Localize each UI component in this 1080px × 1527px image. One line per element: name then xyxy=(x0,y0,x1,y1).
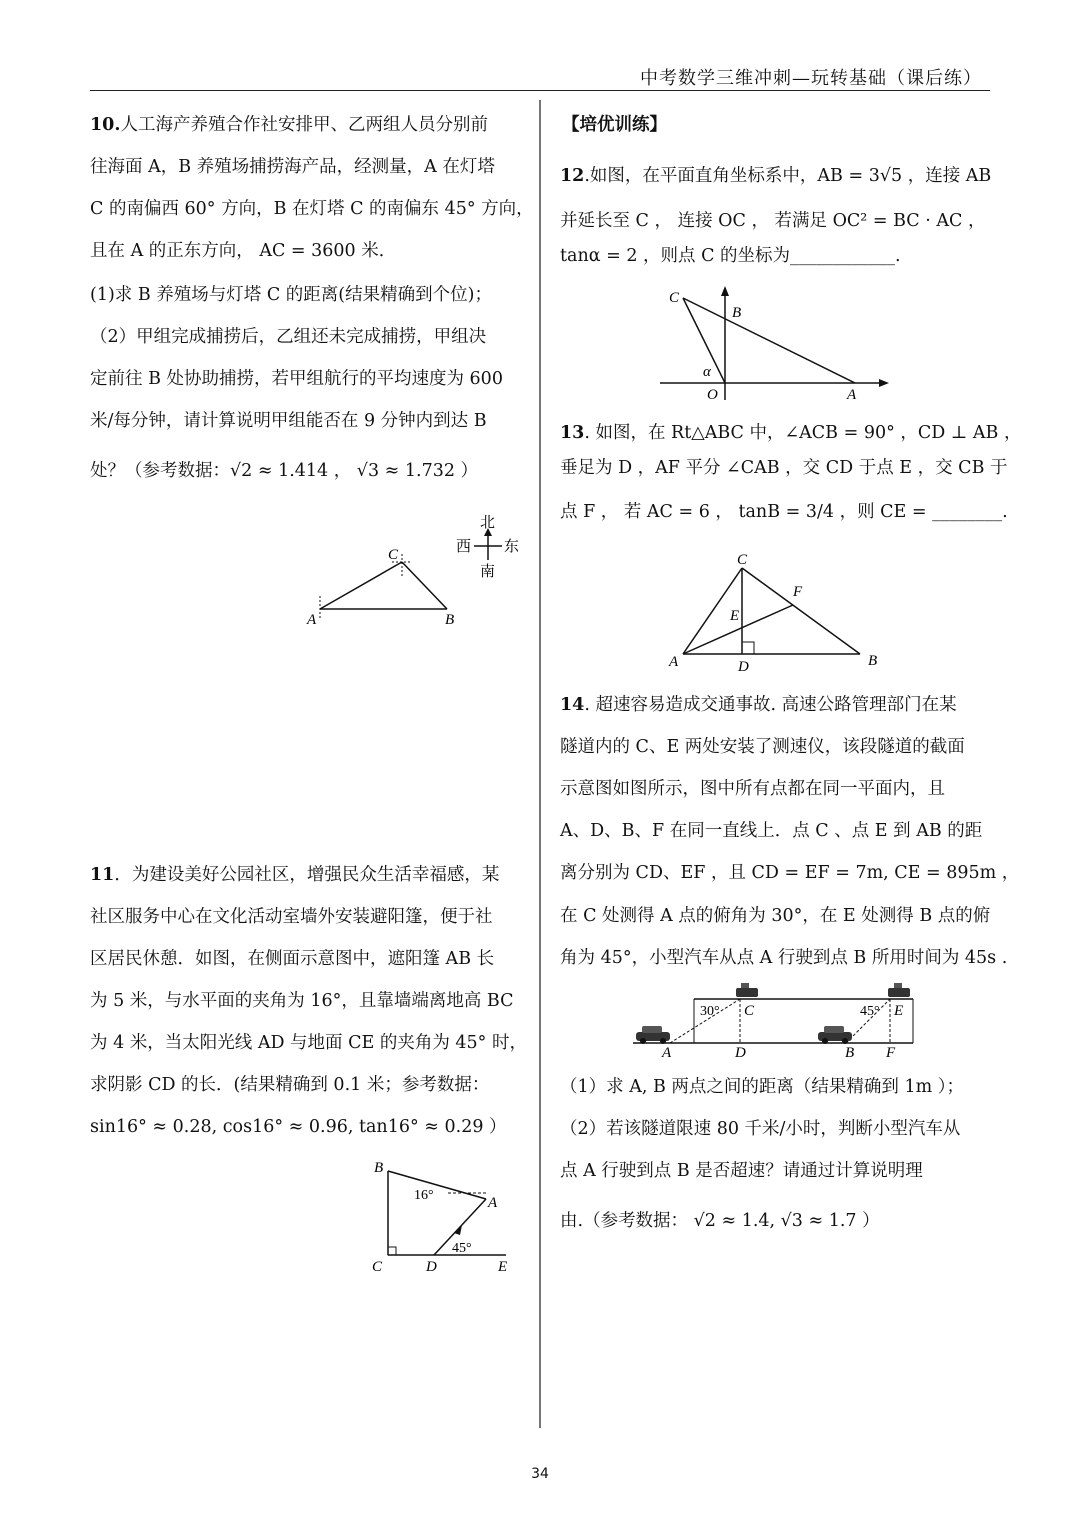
compass-north: 北 xyxy=(480,515,496,531)
section-title: 【培优训练】 xyxy=(562,115,667,135)
q13-figure xyxy=(665,548,890,676)
q10-figure xyxy=(300,510,530,635)
q14-line-9: （2）若该隧道限速 80 千米/小时，判断小型汽车从 xyxy=(560,1119,961,1139)
q13-line-2: 垂足为 D ，AF 平分 ∠CAB ，交 CD 于点 E ，交 CB 于 xyxy=(560,458,1008,478)
q12-label-C: C xyxy=(669,290,680,306)
column-divider xyxy=(539,100,541,1428)
q12-label-A: A xyxy=(847,387,857,403)
q14-line-5: 离分别为 CD、EF ，且 CD = EF = 7m, CE = 895m ， xyxy=(560,863,1020,883)
q11-angle-45: 45° xyxy=(452,1241,472,1256)
q11-figure xyxy=(368,1155,528,1280)
q14-label-F: F xyxy=(886,1045,896,1061)
q14-label-A: A xyxy=(662,1045,672,1061)
q13-label-A: A xyxy=(669,654,679,670)
q13-label-F: F xyxy=(793,584,803,600)
q14-line-11: 由.（参考数据： √2 ≈ 1.4, √3 ≈ 1.7 ） xyxy=(560,1211,880,1231)
camera-icon xyxy=(736,983,758,997)
q14-line-8: （1）求 A, B 两点之间的距离（结果精确到 1m ）； xyxy=(560,1077,964,1097)
q14-angle-30: 30° xyxy=(700,1004,720,1019)
q11-label-C: C xyxy=(372,1259,383,1275)
q14-label-D: D xyxy=(735,1045,746,1061)
q10-line-2: 往海面 A，B 养殖场捕捞海产品，经测量，A 在灯塔 xyxy=(90,157,495,177)
compass-west: 西 xyxy=(456,539,472,555)
x-axis-arrow-icon xyxy=(879,379,889,387)
q12-line-3: tanα = 2 ，则点 C 的坐标为____________. xyxy=(560,246,901,266)
q10-label-A: A xyxy=(307,612,317,628)
compass-east: 东 xyxy=(504,539,520,555)
q14-label-E: E xyxy=(894,1003,904,1019)
q12-label-alpha: α xyxy=(703,364,711,380)
q10-line-9: 处？（参考数据：√2 ≈ 1.414 ， √3 ≈ 1.732 ） xyxy=(90,461,479,481)
q14-line-2: 隧道内的 C、E 两处安装了测速仪，该段隧道的截面 xyxy=(560,737,965,757)
q13-line-1: 13. 如图，在 Rt△ABC 中，∠ACB = 90° ，CD ⊥ AB ， xyxy=(560,423,1022,443)
q11-line-3: 区居民休憩．如图，在侧面示意图中，遮阳篷 AB 长 xyxy=(90,949,495,969)
q14-line-1: 14. 超速容易造成交通事故. 高速公路管理部门在某 xyxy=(560,695,957,715)
q11-label-E: E xyxy=(498,1259,508,1275)
q14-angle-45: 45° xyxy=(860,1004,880,1019)
camera-icon xyxy=(888,983,910,997)
q11-label-A: A xyxy=(488,1195,498,1211)
q10-label-C: C xyxy=(388,547,399,563)
q10-line-7: 定前往 B 处协助捕捞，若甲组航行的平均速度为 600 xyxy=(90,369,503,389)
q11-label-D: D xyxy=(426,1259,437,1275)
q11-line-2: 社区服务中心在文化活动室墙外安装避阳篷，便于社 xyxy=(90,907,493,927)
page-header xyxy=(90,62,990,91)
q14-line-7: 角为 45°，小型汽车从点 A 行驶到点 B 所用时间为 45s . xyxy=(560,948,1008,968)
compass-south: 南 xyxy=(480,564,496,580)
q10-line-4: 且在 A 的正东方向， AC = 3600 米． xyxy=(90,241,397,261)
q12-figure xyxy=(655,282,900,404)
q12-label-B: B xyxy=(732,305,742,321)
q10-line-1: 10.人工海产养殖合作社安排甲、乙两组人员分别前 xyxy=(90,115,488,135)
q12-line-1: 12.如图，在平面直角坐标系中，AB = 3√5 ，连接 AB xyxy=(560,166,992,186)
q14-figure xyxy=(628,982,928,1060)
q11-label-B: B xyxy=(374,1160,384,1176)
q11-line-4: 为 5 米，与水平面的夹角为 16°，且靠墙端离地高 BC xyxy=(90,991,514,1011)
q10-line-6: （2）甲组完成捕捞后，乙组还未完成捕捞，甲组决 xyxy=(90,327,487,347)
q10-line-3: C 的南偏西 60° 方向，B 在灯塔 C 的南偏东 45° 方向， xyxy=(90,199,534,219)
q14-line-10: 点 A 行驶到点 B 是否超速？请通过计算说明理 xyxy=(560,1161,923,1181)
q13-label-E: E xyxy=(730,608,740,624)
q12-label-O: O xyxy=(707,387,718,403)
q14-line-6: 在 C 处测得 A 点的俯角为 30°，在 E 处测得 B 点的俯 xyxy=(560,906,991,926)
q10-line-5: (1)求 B 养殖场与灯塔 C 的距离(结果精确到个位)； xyxy=(90,285,492,305)
q14-label-C: C xyxy=(744,1003,755,1019)
q13-label-C: C xyxy=(737,552,748,568)
q11-line-7: sin16° ≈ 0.28, cos16° ≈ 0.96, tan16° ≈ 0.29 ） xyxy=(90,1117,507,1137)
q11-line-5: 为 4 米，当太阳光线 AD 与地面 CE 的夹角为 45° 时， xyxy=(90,1033,527,1053)
q14-line-4: A、D、B、F 在同一直线上．点 C 、点 E 到 AB 的距 xyxy=(560,821,983,841)
q14-label-B: B xyxy=(845,1045,855,1061)
header-title: 中考数学三维冲刺—玩转基础（课后练） xyxy=(640,68,982,89)
q12-line-2: 并延长至 C ， 连接 OC ， 若满足 OC² = BC · AC ， xyxy=(560,211,986,231)
q11-angle-16: 16° xyxy=(414,1188,434,1203)
q11-line-6: 求阴影 CD 的长．(结果精确到 0.1 米；参考数据： xyxy=(90,1075,490,1095)
q10-label-B: B xyxy=(445,612,455,628)
q13-line-3: 点 F ， 若 AC = 6 ， tanB = 3/4 ，则 CE = ________. xyxy=(560,502,1008,522)
sunray-arrow-icon xyxy=(454,1225,462,1235)
car-icon xyxy=(818,1026,852,1044)
q13-label-B: B xyxy=(868,653,878,669)
y-axis-arrow-icon xyxy=(721,286,729,296)
car-icon xyxy=(636,1026,670,1044)
page-number: 34 xyxy=(531,1466,549,1482)
q11-line-1: 11．为建设美好公园社区，增强民众生活幸福感，某 xyxy=(90,865,500,885)
q14-line-3: 示意图如图所示，图中所有点都在同一平面内，且 xyxy=(560,779,945,799)
q13-label-D: D xyxy=(738,659,749,675)
q10-line-8: 米/每分钟，请计算说明甲组能否在 9 分钟内到达 B xyxy=(90,411,487,431)
